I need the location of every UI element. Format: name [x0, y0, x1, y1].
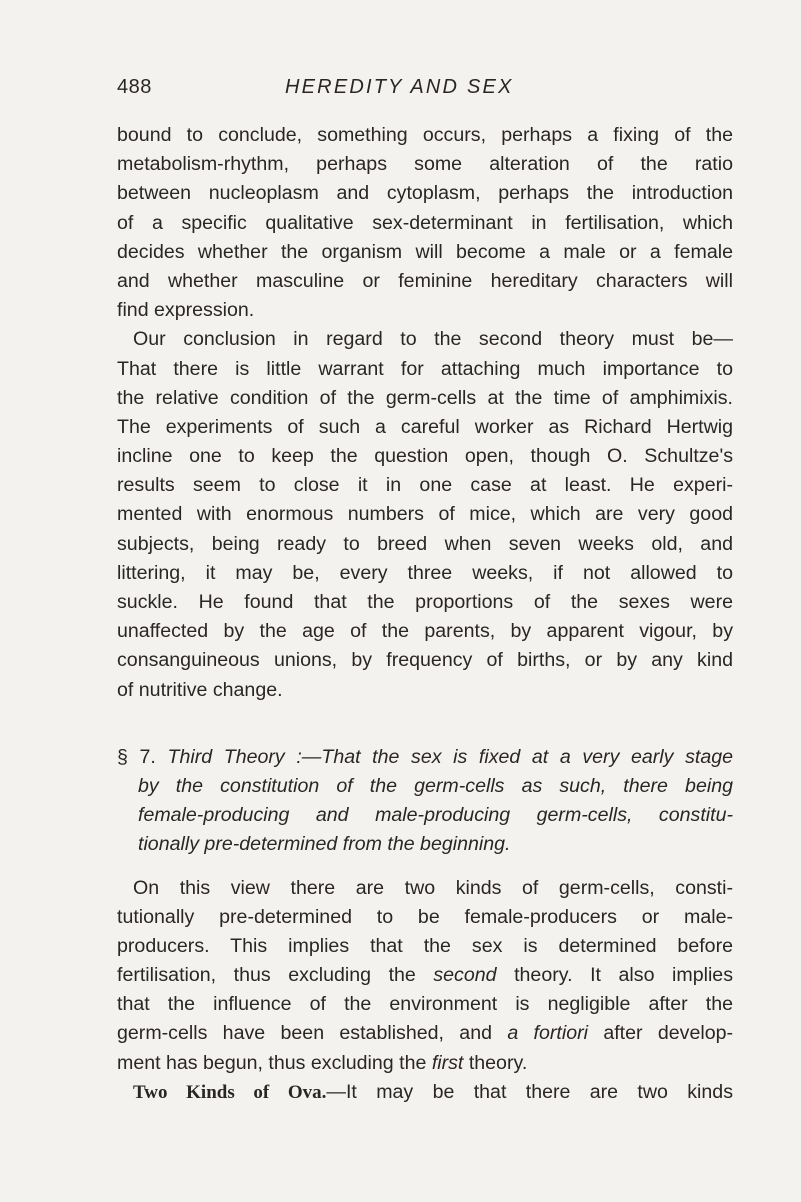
text-line: littering, it may be, every three weeks, if not allowed to	[117, 561, 733, 584]
text-line: germ-cells have been established, and a fortiori after develop-	[117, 1022, 734, 1045]
text-line: That there is little warrant for attaching much importance to	[117, 357, 733, 380]
text-line: consanguineous unions, by frequency of births, or by any kind	[117, 649, 733, 672]
text-line: and whether masculine or feminine hereditary characters will	[117, 269, 733, 292]
heading-spacer	[117, 860, 733, 874]
text-line: results seem to close it in one case at least. He experi-	[117, 474, 733, 497]
text-line: between nucleoplasm and cytoplasm, perhaps the introduction	[117, 182, 733, 205]
paragraph-continuation	[117, 121, 733, 325]
text-line: producers. This implies that the sex is determined before	[117, 934, 733, 957]
text-line: of nutritive change.	[117, 678, 283, 701]
text-line: suckle. He found that the proportions of the sexes were	[117, 591, 733, 613]
page-number: 488	[117, 76, 152, 98]
text-line: incline one to keep the question open, though O. Schultze's	[117, 445, 733, 468]
running-title: HEREDITY AND SEX	[285, 76, 514, 98]
text-line: metabolism-rhythm, perhaps some alteration of the ratio	[117, 153, 733, 176]
text-line: ment has begun, thus excluding the first theory.	[117, 1051, 528, 1074]
text-line: tutionally pre-determined to be female-producers or male-	[117, 905, 733, 928]
section-spacer	[117, 705, 733, 743]
section-heading	[117, 743, 733, 860]
text-line: unaffected by the age of the parents, by apparent vigour, by	[117, 620, 733, 643]
text-line: Two Kinds of Ova.—It may be that there are two kinds	[133, 1080, 733, 1103]
text-line: The experiments of such a careful worker as Richard Hertwig	[117, 415, 733, 438]
text-line: of a specific qualitative sex-determinant in fertilisation, which	[117, 211, 733, 234]
text-line: the relative condition of the germ-cells at the time of amphimixis.	[117, 386, 733, 409]
text-line: subjects, being ready to breed when seven weeks old, and	[117, 532, 733, 555]
text-line: fertilisation, thus excluding the second theory. It also implies	[117, 964, 733, 987]
text-line: that the influence of the environment is negligible after the	[117, 993, 733, 1016]
text-line: find expression.	[117, 299, 255, 322]
running-head	[117, 76, 717, 106]
section-heading-line: Third Theory :—That the sex is fixed at a very early stage	[167, 745, 734, 768]
paragraph-second-theory-conclusion	[117, 325, 733, 704]
text-line: On this view there are two kinds of germ-cells, consti-	[133, 876, 733, 899]
paragraph-third-theory	[117, 874, 733, 1078]
text-line: mented with enormous numbers of mice, which are very good	[117, 503, 733, 526]
paragraph-two-kinds-of-ova	[117, 1078, 733, 1107]
section-heading-line: by the constitution of the germ-cells as such, there being	[138, 774, 733, 797]
body-text	[117, 121, 733, 1107]
run-in-heading: Two Kinds of Ova.	[133, 1081, 327, 1103]
section-heading-line: female-producing and male-producing germ-cells, constitu-	[138, 804, 733, 827]
text-line: Our conclusion in regard to the second theory must be—	[133, 328, 733, 351]
text-line: bound to conclude, something occurs, perhaps a fixing of the	[117, 124, 733, 146]
section-number: § 7.	[117, 745, 156, 768]
section-heading-line: tionally pre-determined from the beginning.	[138, 833, 511, 856]
text-line: decides whether the organism will become a male or a female	[117, 240, 733, 263]
